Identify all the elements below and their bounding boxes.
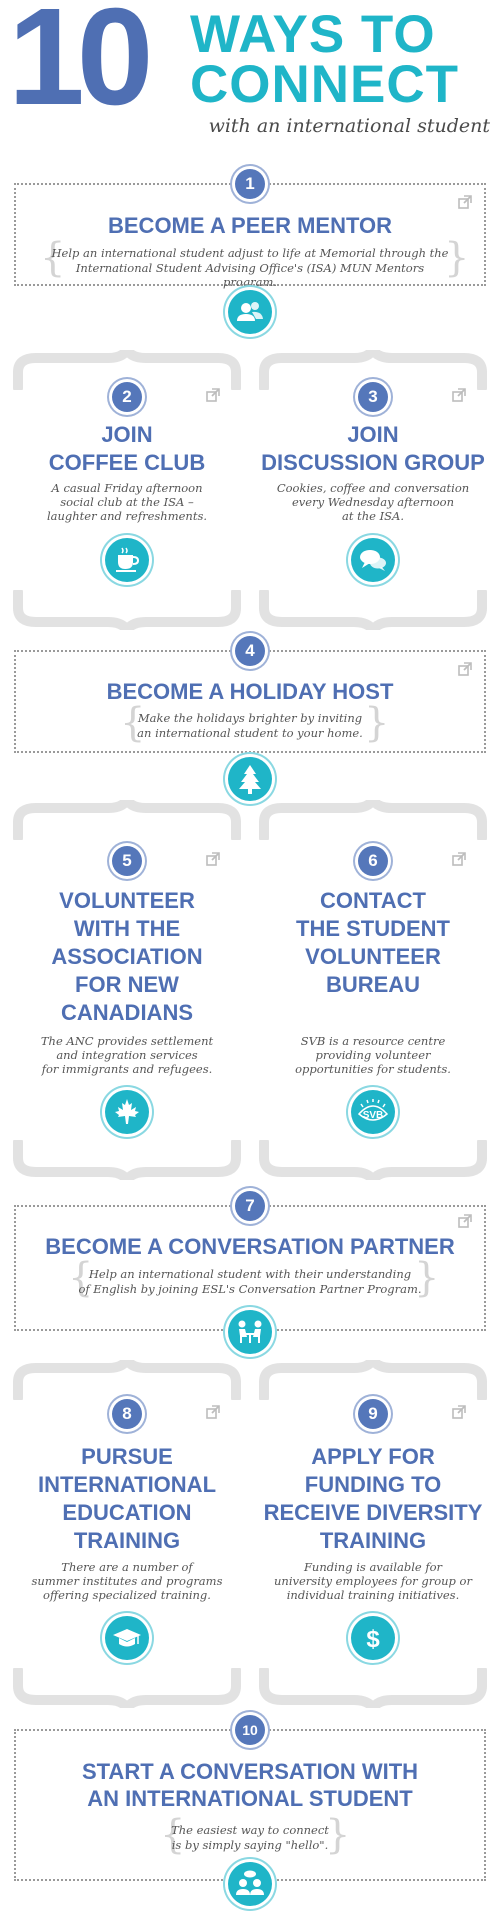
item-9-title-3: RECEIVE DIVERSITY (263, 1500, 483, 1525)
external-link-icon[interactable] (452, 388, 466, 402)
item-10-number: 10 (235, 1715, 265, 1745)
external-link-icon[interactable] (452, 852, 466, 866)
external-link-icon[interactable] (452, 1405, 466, 1419)
external-link-icon[interactable] (206, 1405, 220, 1419)
external-link-icon[interactable] (206, 388, 220, 402)
right-brace: } (325, 1812, 351, 1858)
item-9-desc-3: individual training initiatives. (286, 1588, 460, 1602)
item-6-desc-2: providing volunteer (315, 1048, 431, 1062)
item-1-title: BECOME A PEER MENTOR (108, 213, 392, 238)
item-6-desc-3: opportunities for students. (295, 1062, 451, 1076)
item-7-number: 7 (235, 1191, 265, 1221)
item-1-desc-1: Help an international student adjust to life at Memorial through the (51, 246, 449, 260)
item-9-number: 9 (358, 1399, 388, 1429)
people-icon (228, 290, 272, 334)
item-3-desc-3: at the ISA. (341, 509, 404, 523)
item-6-title-2: THE STUDENT (296, 916, 450, 941)
item-10-title-2: AN INTERNATIONAL STUDENT (87, 1786, 413, 1811)
item-8-title-3: EDUCATION (62, 1500, 192, 1525)
speech-bubbles-icon (351, 538, 395, 582)
item-9-title-1: APPLY FOR (311, 1444, 435, 1469)
dollar-symbol: $ (366, 1626, 380, 1653)
tree-icon (228, 757, 272, 801)
right-brace: } (414, 1255, 440, 1301)
item-8-desc-1: There are a number of (61, 1560, 193, 1574)
item-5-desc-3: for immigrants and refugees. (41, 1062, 213, 1076)
item-2-desc-1: A casual Friday afternoon (51, 481, 203, 495)
left-brace: { (120, 700, 146, 746)
item-5-title-4: FOR NEW (75, 972, 179, 997)
item-4-desc-1: Make the holidays brighter by inviting (137, 711, 363, 725)
bracket-top-left (12, 1360, 242, 1400)
item-5-desc-1: The ANC provides settlement (40, 1034, 214, 1048)
item-8-number: 8 (112, 1399, 142, 1429)
item-8-title-2: INTERNATIONAL (37, 1472, 217, 1497)
item-5-desc-2: and integration services (56, 1048, 198, 1062)
bracket-top-right (258, 800, 488, 840)
bracket-bottom-left (12, 590, 242, 630)
external-link-icon[interactable] (458, 195, 472, 209)
item-3-desc-2: every Wednesday afternoon (292, 495, 454, 509)
item-6-desc-1: SVB is a resource centre (300, 1034, 446, 1048)
item-2-number: 2 (112, 382, 142, 412)
item-6-title-3: VOLUNTEER (305, 944, 441, 969)
bracket-bottom-right (258, 590, 488, 630)
dollar-icon (351, 1616, 395, 1660)
item-5-number: 5 (112, 846, 142, 876)
item-1-number: 1 (235, 169, 265, 199)
item-2-desc-2: social club at the ISA – (60, 495, 194, 509)
item-2-desc-3: laughter and refreshments. (46, 509, 208, 523)
item-3-desc-1: Cookies, coffee and conversation (276, 481, 470, 495)
external-link-icon[interactable] (458, 662, 472, 676)
people-talk-icon (228, 1862, 272, 1906)
svb-logo-text: SVB (362, 1110, 384, 1121)
external-link-icon[interactable] (458, 1214, 472, 1228)
item-7-desc-2: of English by joining ESL's Conversation Partner Program. (78, 1282, 422, 1296)
item-8-title-4: TRAINING (73, 1528, 181, 1553)
item-2-title-1: JOIN (101, 422, 153, 447)
item-5-title-5: CANADIANS (61, 1000, 193, 1025)
item-5-title-1: VOLUNTEER (59, 888, 195, 913)
item-5-title-3: ASSOCIATION (51, 944, 203, 969)
coffee-cup-icon (105, 538, 149, 582)
item-3-number: 3 (358, 382, 388, 412)
item-3-title-2: DISCUSSION GROUP (261, 450, 485, 475)
left-brace: { (68, 1255, 94, 1301)
right-brace: } (444, 235, 470, 281)
bracket-top-left (12, 800, 242, 840)
left-brace: { (40, 235, 66, 281)
item-4-title: BECOME A HOLIDAY HOST (106, 679, 394, 704)
conversation-table-icon (228, 1310, 272, 1354)
item-6-title-1: CONTACT (320, 888, 426, 913)
external-link-icon[interactable] (206, 852, 220, 866)
header-number: 10 (8, 0, 146, 134)
bracket-bottom-left (12, 1668, 242, 1708)
item-9-title-4: TRAINING (319, 1528, 427, 1553)
item-7-title: BECOME A CONVERSATION PARTNER (45, 1234, 455, 1259)
item-9-desc-2: university employees for group or (274, 1574, 472, 1588)
left-brace: { (160, 1812, 186, 1858)
item-1-desc-2: International Student Advising Office's (ISA) MUN Mentors program. (75, 261, 425, 289)
item-4-desc-2: an international student to your home. (137, 726, 363, 740)
item-6-title-4: BUREAU (325, 972, 421, 997)
item-8-title-1: PURSUE (81, 1444, 173, 1469)
right-brace: } (364, 700, 390, 746)
bracket-top-right (258, 1360, 488, 1400)
item-2-title-2: COFFEE CLUB (48, 450, 206, 475)
item-3-title-1: JOIN (347, 422, 399, 447)
bracket-bottom-right (258, 1140, 488, 1180)
item-10-desc-1: The easiest way to connect (171, 1823, 329, 1837)
header-subtitle: with an international student (208, 115, 490, 137)
svb-logo-icon (351, 1090, 395, 1134)
bracket-bottom-right (258, 1668, 488, 1708)
item-8-desc-3: offering specialized training. (43, 1588, 211, 1602)
header-line2: CONNECT (190, 55, 460, 114)
header-line1: WAYS TO (190, 5, 436, 64)
item-9-title-2: FUNDING TO (304, 1472, 442, 1497)
item-7-desc-1: Help an international student with their understanding (88, 1267, 412, 1281)
item-10-desc-2: is by simply saying "hello". (171, 1838, 329, 1852)
item-4-number: 4 (235, 636, 265, 666)
graduation-cap-icon (105, 1616, 149, 1660)
item-9-desc-1: Funding is available for (303, 1560, 443, 1574)
maple-leaf-icon (105, 1090, 149, 1134)
item-6-number: 6 (358, 846, 388, 876)
item-8-desc-2: summer institutes and programs (31, 1574, 223, 1588)
item-10-title-1: START A CONVERSATION WITH (81, 1759, 419, 1784)
bracket-bottom-left (12, 1140, 242, 1180)
item-5-title-2: WITH THE (73, 916, 181, 941)
